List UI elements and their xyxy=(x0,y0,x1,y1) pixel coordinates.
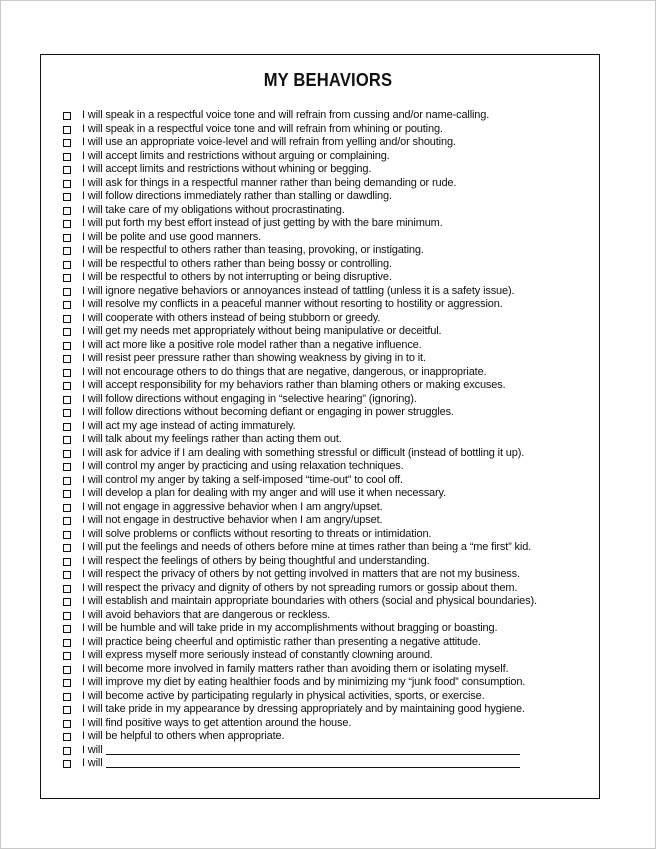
checklist-item-text: I will establish and maintain appropriate boundaries with others (social and physical boundaries). xyxy=(82,595,537,607)
checkbox[interactable] xyxy=(63,261,71,269)
checklist-item xyxy=(63,352,603,366)
checklist-item-text: I will respect the feelings of others by being thoughtful and understanding. xyxy=(82,554,430,567)
checklist-item xyxy=(63,663,603,677)
checklist-item xyxy=(63,582,603,596)
checklist-item-text: I will talk about my feelings rather than acting them out. xyxy=(82,433,342,445)
checklist-item xyxy=(63,690,603,704)
write-in-line[interactable] xyxy=(106,754,520,755)
checkbox[interactable] xyxy=(63,207,71,215)
checklist-item-text: I will use an appropriate voice-level and will refrain from yelling and/or shouting. xyxy=(82,136,456,148)
checkbox[interactable] xyxy=(63,315,71,323)
checkbox[interactable] xyxy=(63,504,71,512)
checklist-item-text: I will not engage in aggressive behavior when I am angry/upset. xyxy=(82,500,383,513)
checklist-item-text: I will not encourage others to do things that are negative, dangerous, or inappropriate. xyxy=(82,365,487,378)
checklist-item-text: I will follow directions without engaging in “selective hearing” (ignoring). xyxy=(82,392,417,405)
checklist-item xyxy=(63,636,603,650)
checklist-item xyxy=(63,204,603,218)
checklist-item xyxy=(63,622,603,636)
checklist-item xyxy=(63,379,603,393)
checkbox[interactable] xyxy=(63,666,71,674)
checklist-item xyxy=(63,514,603,528)
checkbox[interactable] xyxy=(63,288,71,296)
checkbox[interactable] xyxy=(63,625,71,633)
checkbox[interactable] xyxy=(63,477,71,485)
checklist-item xyxy=(63,393,603,407)
checkbox[interactable] xyxy=(63,450,71,458)
checklist-item xyxy=(63,231,603,245)
checkbox[interactable] xyxy=(63,585,71,593)
checkbox[interactable] xyxy=(63,126,71,134)
checkbox[interactable] xyxy=(63,382,71,390)
checklist-item-text: I will cooperate with others instead of being stubborn or greedy. xyxy=(82,311,381,324)
checklist-item xyxy=(63,568,603,582)
checklist-item-text: I will act my age instead of acting immaturely. xyxy=(82,419,296,432)
checklist-item-text: I will act more like a positive role model rather than a negative influence. xyxy=(82,338,422,351)
checkbox[interactable] xyxy=(63,544,71,552)
checklist-item xyxy=(63,244,603,258)
checklist-item-text: I will become more involved in family matters rather than avoiding them or isolating myself. xyxy=(82,662,509,675)
checkbox[interactable] xyxy=(63,598,71,606)
blank-item-label: I will xyxy=(82,743,103,756)
checkbox[interactable] xyxy=(63,760,71,768)
checklist-item-text: I will control my anger by taking a self-imposed “time-out” to cool off. xyxy=(82,473,403,486)
checklist-item xyxy=(63,433,603,447)
checkbox[interactable] xyxy=(63,652,71,660)
checklist-item-text: I will ignore negative behaviors or annoyances instead of tattling (unless it is a safety issue). xyxy=(82,284,515,297)
checkbox[interactable] xyxy=(63,193,71,201)
checklist-item xyxy=(63,474,603,488)
checklist-item xyxy=(63,258,603,272)
checkbox[interactable] xyxy=(63,463,71,471)
checkbox[interactable] xyxy=(63,355,71,363)
checklist-item-text: I will respect the privacy of others by not getting involved in matters that are not my business. xyxy=(82,568,520,580)
checklist-item xyxy=(63,595,603,609)
checklist-item-text: I will resist peer pressure rather than showing weakness by giving in to it. xyxy=(82,352,426,364)
checkbox[interactable] xyxy=(63,490,71,498)
checklist-item xyxy=(63,150,603,164)
checklist-item xyxy=(63,460,603,474)
checklist-item xyxy=(63,420,603,434)
checklist-item xyxy=(63,541,603,555)
checkbox[interactable] xyxy=(63,612,71,620)
checklist-item-text: I will speak in a respectful voice tone and will refrain from whining or pouting. xyxy=(82,122,443,135)
checklist-item-text: I will ask for things in a respectful manner rather than being demanding or rude. xyxy=(82,176,457,189)
checklist-item-text: I will get my needs met appropriately without being manipulative or deceitful. xyxy=(82,325,442,337)
checkbox[interactable] xyxy=(63,166,71,174)
checklist-item-text: I will accept responsibility for my behaviors rather than blaming others or making excuses. xyxy=(82,379,506,391)
checklist-item xyxy=(63,325,603,339)
checklist-item-text: I will accept limits and restrictions without whining or begging. xyxy=(82,163,372,175)
checklist-item-text: I will find positive ways to get attention around the house. xyxy=(82,716,352,729)
checkbox[interactable] xyxy=(63,139,71,147)
checklist-item-text: I will avoid behaviors that are dangerous or reckless. xyxy=(82,608,331,621)
write-in-line[interactable] xyxy=(106,767,520,768)
checkbox[interactable] xyxy=(63,409,71,417)
checklist-item xyxy=(63,123,603,137)
checklist-item-text: I will control my anger by practicing and using relaxation techniques. xyxy=(82,460,404,472)
checkbox[interactable] xyxy=(63,733,71,741)
checkbox[interactable] xyxy=(63,679,71,687)
blank-item-label: I will xyxy=(82,757,103,769)
blank-checklist-item xyxy=(63,744,603,758)
checklist-item-text: I will be respectful to others by not interrupting or being disruptive. xyxy=(82,271,392,283)
page-title: MY BEHAVIORS xyxy=(263,70,393,90)
checklist-item xyxy=(63,190,603,204)
checklist-item-text: I will be respectful to others rather than teasing, provoking, or instigating. xyxy=(82,244,424,256)
checkbox[interactable] xyxy=(63,342,71,350)
checkbox[interactable] xyxy=(63,234,71,242)
checklist-item xyxy=(63,487,603,501)
checkbox[interactable] xyxy=(63,180,71,188)
checklist-item-text: I will take care of my obligations without procrastinating. xyxy=(82,203,345,216)
checklist-item xyxy=(63,717,603,731)
checklist-item xyxy=(63,298,603,312)
checkbox[interactable] xyxy=(63,693,71,701)
checkbox[interactable] xyxy=(63,558,71,566)
behavior-checklist xyxy=(63,109,603,771)
checklist-item xyxy=(63,163,603,177)
checklist-item xyxy=(63,271,603,285)
checklist-item-text: I will put the feelings and needs of others before mine at times rather than being a “me first” kid. xyxy=(82,541,532,553)
checklist-item xyxy=(63,177,603,191)
checkbox[interactable] xyxy=(63,369,71,377)
checklist-item xyxy=(63,703,603,717)
checklist-item xyxy=(63,676,603,690)
checkbox[interactable] xyxy=(63,301,71,309)
checkbox[interactable] xyxy=(63,639,71,647)
checklist-item xyxy=(63,285,603,299)
checklist-item-text: I will take pride in my appearance by dressing appropriately and by maintaining good hygiene. xyxy=(82,703,525,715)
checkbox[interactable] xyxy=(63,274,71,282)
checkbox[interactable] xyxy=(63,720,71,728)
checkbox[interactable] xyxy=(63,328,71,336)
checklist-item-text: I will improve my diet by eating healthier foods and by minimizing my “junk food” consumption. xyxy=(82,676,526,688)
checklist-item xyxy=(63,366,603,380)
checklist-item xyxy=(63,339,603,353)
checklist-item xyxy=(63,217,603,231)
checklist-item-text: I will develop a plan for dealing with my anger and will use it when necessary. xyxy=(82,487,446,499)
checklist-item-text: I will follow directions immediately rather than stalling or dawdling. xyxy=(82,190,392,202)
checklist-item-text: I will become active by participating regularly in physical activities, sports, or exercise. xyxy=(82,689,485,702)
checkbox[interactable] xyxy=(63,531,71,539)
checkbox[interactable] xyxy=(63,396,71,404)
checklist-item-text: I will speak in a respectful voice tone and will refrain from cussing and/or name-calling. xyxy=(82,109,490,121)
checklist-item-text: I will be humble and will take pride in my accomplishments without bragging or boasting. xyxy=(82,622,498,634)
blank-checklist-item xyxy=(63,757,603,771)
checkbox[interactable] xyxy=(63,220,71,228)
checklist-item xyxy=(63,406,603,420)
checklist-item-text: I will not engage in destructive behavior when I am angry/upset. xyxy=(82,514,383,526)
checklist-item xyxy=(63,109,603,123)
checklist-item xyxy=(63,501,603,515)
checklist-item-text: I will accept limits and restrictions without arguing or complaining. xyxy=(82,149,390,162)
checklist-item-text: I will follow directions without becoming defiant or engaging in power struggles. xyxy=(82,406,454,418)
checklist-item xyxy=(63,730,603,744)
checkbox[interactable] xyxy=(63,517,71,525)
checkbox[interactable] xyxy=(63,571,71,579)
checkbox[interactable] xyxy=(63,247,71,255)
checklist-item-text: I will resolve my conflicts in a peaceful manner without resorting to hostility or aggression. xyxy=(82,298,503,310)
checklist-item-text: I will respect the privacy and dignity of others by not spreading rumors or gossip about them. xyxy=(82,581,518,594)
checklist-item-text: I will ask for advice if I am dealing with something stressful or difficult (instead of bottling it up). xyxy=(82,446,525,459)
checklist-item xyxy=(63,447,603,461)
checklist-item-text: I will put forth my best effort instead of just getting by with the bare minimum. xyxy=(82,217,443,229)
checklist-item xyxy=(63,609,603,623)
checklist-item-text: I will be polite and use good manners. xyxy=(82,230,261,243)
checklist-item-text: I will practice being cheerful and optimistic rather than presenting a negative attitude. xyxy=(82,635,481,648)
checklist-item xyxy=(63,528,603,542)
checklist-item xyxy=(63,136,603,150)
checkbox[interactable] xyxy=(63,436,71,444)
checklist-item xyxy=(63,312,603,326)
checklist-item-text: I will be helpful to others when appropriate. xyxy=(82,730,285,742)
checklist-item-text: I will be respectful to others rather than being bossy or controlling. xyxy=(82,257,392,270)
checklist-item-text: I will express myself more seriously instead of constantly clowning around. xyxy=(82,649,433,661)
checklist-item xyxy=(63,555,603,569)
checklist-item xyxy=(63,649,603,663)
checkbox[interactable] xyxy=(63,112,71,120)
checkbox[interactable] xyxy=(63,706,71,714)
checkbox[interactable] xyxy=(63,747,71,755)
checkbox[interactable] xyxy=(63,423,71,431)
checklist-item-text: I will solve problems or conflicts without resorting to threats or intimidation. xyxy=(82,527,432,540)
checkbox[interactable] xyxy=(63,153,71,161)
